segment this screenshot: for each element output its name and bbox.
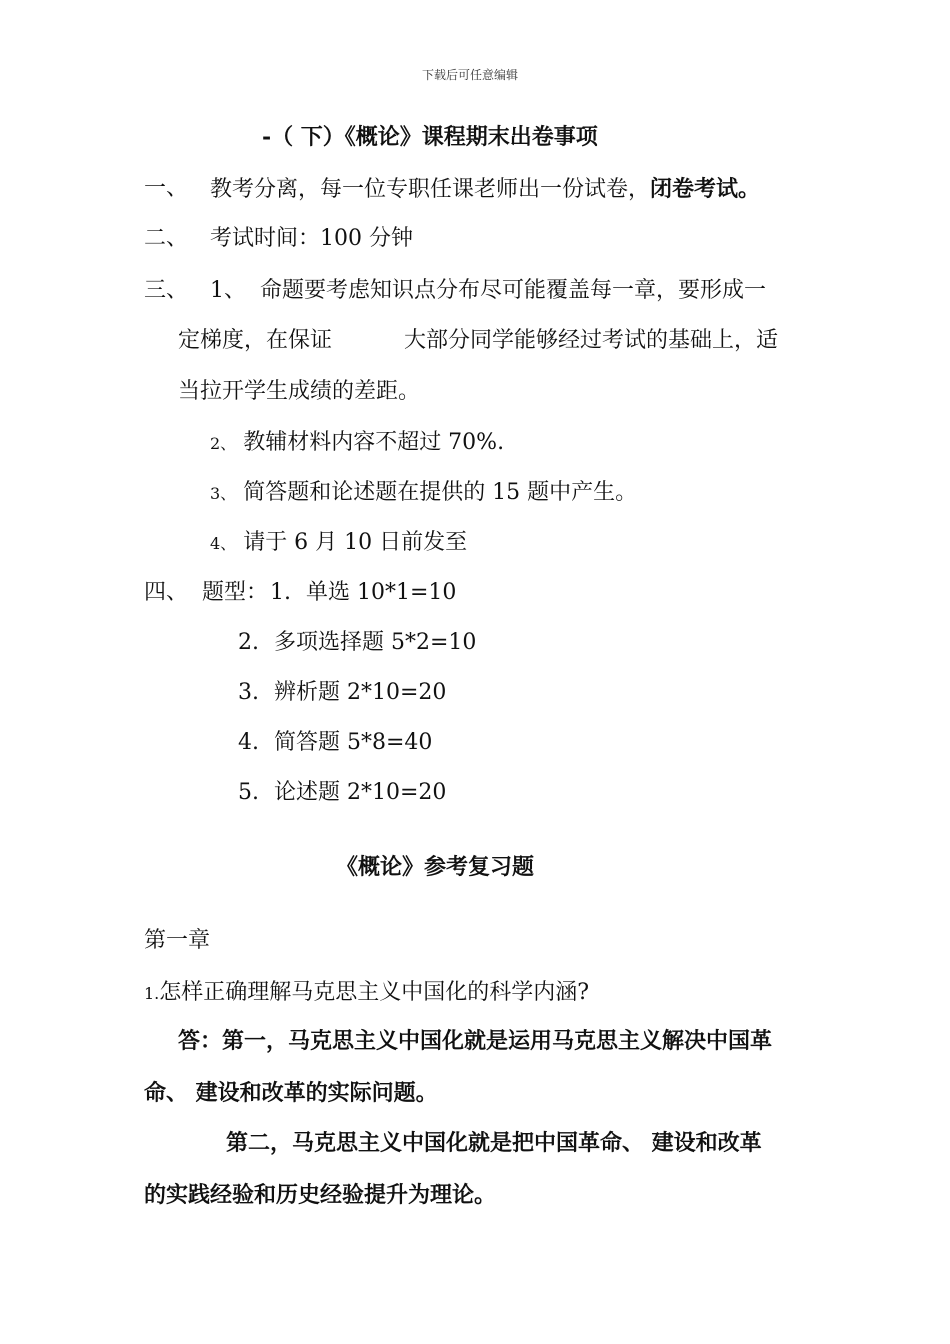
type-2-number: 2.	[238, 630, 259, 655]
page-header: 下载后可任意编辑	[422, 68, 519, 82]
item4-number: 四、	[144, 580, 189, 605]
type-3-number: 3.	[238, 680, 259, 705]
type-4-number: 4.	[238, 730, 259, 755]
chapter-heading: 第一章	[144, 928, 211, 953]
item4-label: 题型：	[202, 580, 269, 605]
item1-text: 教考分离，每一位专职任课老师出一份试卷，闭卷考试。	[210, 176, 761, 202]
item3-line3: 当拉开学生成绩的差距。	[178, 379, 421, 404]
type-1-number: 1.	[270, 580, 291, 605]
item3-line2b: 大部分同学能够经过考试的基础上，适	[404, 328, 779, 353]
answer-2-line1: 第二，马克思主义中国化就是把中国革命、 建设和改革	[226, 1130, 762, 1156]
item3-number: 三、	[144, 278, 189, 303]
item2-number: 二、	[144, 226, 189, 251]
answer-1-line1: 答：第一，马克思主义中国化就是运用马克思主义解决中国革	[178, 1028, 773, 1054]
item1-number: 一、	[144, 176, 189, 201]
question-1: 1.怎样正确理解马克思主义中国化的科学内涵?	[144, 980, 590, 1005]
item3-sub3: 3、 简答题和论述题在提供的 15 题中产生。	[210, 480, 638, 505]
type-5-number: 5.	[238, 780, 259, 805]
notice-title: -（ 下）《概论》课程期末出卷事项	[262, 124, 598, 150]
item3-sub2: 2、 教辅材料内容不超过 70%.	[210, 430, 505, 455]
item3-line2a: 定梯度，在保证	[178, 328, 333, 353]
type-4-text: 简答题 5*8=40	[274, 730, 433, 755]
type-2-text: 多项选择题 5*2=10	[274, 630, 477, 655]
answer-2-line2: 的实践经验和历史经验提升为理论。	[144, 1182, 497, 1208]
answer-1-line2: 命、 建设和改革的实际问题。	[144, 1080, 438, 1106]
type-1-text: 单选 10*1=10	[306, 580, 457, 605]
item3-sub4: 4、 请于 6 月 10 日前发至	[210, 530, 468, 555]
item3-line1: 命题要考虑知识点分布尽可能覆盖每一章，要形成一	[260, 278, 767, 303]
type-5-text: 论述题 2*10=20	[274, 780, 447, 805]
item2-text: 考试时间：100 分钟	[210, 226, 413, 251]
review-title: 《概论》参考复习题	[336, 854, 535, 880]
type-3-text: 辨析题 2*10=20	[274, 680, 447, 705]
item3-sub1-number: 1、	[210, 278, 246, 303]
